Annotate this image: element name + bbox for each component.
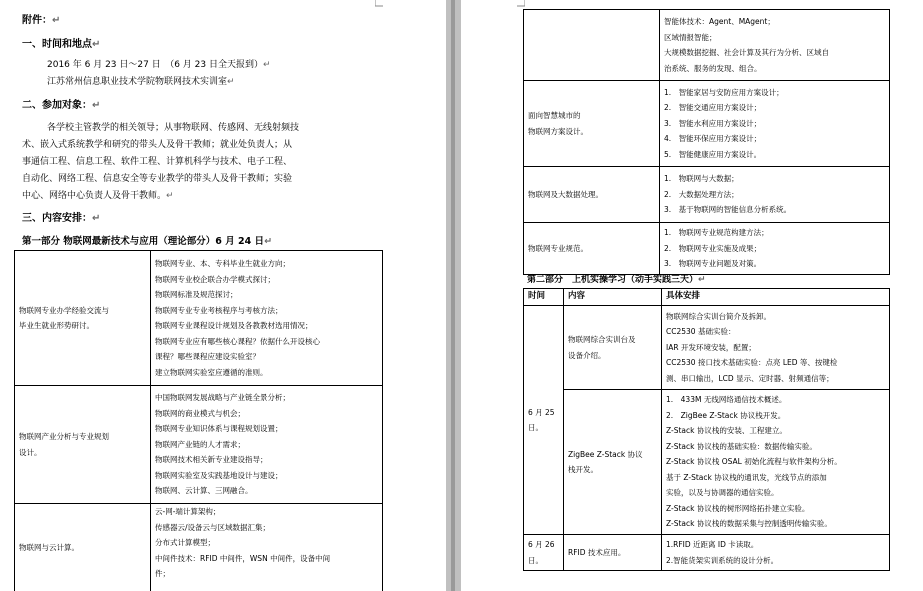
date-cell: 6 月 25 日。 [524, 306, 564, 535]
document-page-right [461, 0, 923, 591]
topic-cell: 物联网与云计算。 [15, 504, 151, 591]
section-2-line: 中心、网络中心负责人及骨干教师。↵ [22, 191, 174, 201]
theory-schedule-table [14, 250, 383, 591]
section-1-time: 2016 年 6 月 23 日～27 日 （6 月 23 日全天报到）↵ [47, 60, 271, 70]
topic-cell: 物联网专业办学经验交流与 毕业生就业形势研讨。 [15, 251, 151, 386]
items-cell: 1. 物联网专业规范构建方法； 2. 物联网专业实施及成果； 3. 物联网专业问题及对策。 [660, 223, 890, 275]
header-arrangement: 具体安排 [662, 289, 890, 306]
content-cell: 物联网综合实训台及 设备介绍。 [564, 306, 662, 390]
arrangement-cell: 1. 433M 无线网络通信技术概述。 2. ZigBee Z-Stack 协议栈开发。 Z-Stack 协议栈的安装、工程建立。 Z-Stack 协议栈的基础实验：数据传输实验。 Z-Stack 协议栈 OSAL 初始化流程与软件架构分析。 基于 Z-Stack 协议栈的通讯发，光线节点的添加 实验，以及与协调器的通信实验。 Z-Stack 协议栈的树形网络拓扑建立实验。 Z-Stack 协议栈的数据采集与控制透明传输实验。 [662, 390, 890, 535]
section-2-title: 二、参加对象：↵ [22, 100, 101, 111]
part-1-title: 第一部分 物联网最新技术与应用（理论部分）6 月 24 日↵ [22, 236, 273, 247]
topic-cell: 物联网及大数据处理。 [524, 167, 660, 223]
table-row [524, 390, 890, 535]
section-2-line: 事通信工程、信息工程、软件工程、计算机科学与技术、电子工程、 [22, 157, 293, 167]
table-row [524, 81, 890, 167]
table-header-row [524, 289, 890, 306]
practice-schedule-table [523, 288, 890, 571]
theory-schedule-table-continued [523, 9, 890, 275]
page-gap [446, 0, 461, 591]
content-cell: ZigBee Z-Stack 协议 栈开发。 [564, 390, 662, 535]
table-row [524, 535, 890, 571]
topic-cell: 面向智慧城市的 物联网方案设计。 [524, 81, 660, 167]
items-cell: 云-网-端计算架构； 传感器云/设备云与区域数据汇集； 分布式计算模型； 中间件技术：RFID 中间件，WSN 中间件，设备中间 件； [151, 504, 383, 591]
arrangement-cell: 1.RFID 近距离 ID 卡读取。 2.智能货架实训系统的设计分析。 [662, 535, 890, 571]
header-content: 内容 [564, 289, 662, 306]
section-2-line: 术、嵌入式系统教学和研究的带头人及骨干教师；就业处负责人；从 [22, 140, 293, 150]
table-row [15, 386, 383, 504]
table-row [524, 306, 890, 390]
document-page-left [0, 0, 446, 591]
topic-cell: 物联网专业规范。 [524, 223, 660, 275]
table-row [15, 504, 383, 591]
items-cell: 1. 智能家居与安防应用方案设计； 2. 智能交通应用方案设计； 3. 智能水利应用方案设计； 4. 智能环保应用方案设计； 5. 智能健康应用方案设计。 [660, 81, 890, 167]
table-row [524, 10, 890, 81]
section-1-title: 一、时间和地点↵ [22, 39, 101, 50]
topic-cell: 物联网产业分析与专业规划 设计。 [15, 386, 151, 504]
table-row [524, 167, 890, 223]
items-cell: 1. 物联网与大数据； 2. 大数据处理方法； 3. 基于物联网的智能信息分析系统。 [660, 167, 890, 223]
part-2-title: 第二部分 上机实操学习（动手实践三天）↵ [527, 275, 706, 285]
appendix-heading: 附件：↵ [22, 15, 61, 26]
table-row [15, 251, 383, 386]
section-2-line: 各学校主管教学的相关领导；从事物联网、传感网、无线射频技 [47, 123, 300, 133]
arrangement-cell: 物联网综合实训台简介及拆卸。 CC2530 基础实验： IAR 开发环境安装，配置； CC2530 接口技术基础实验：点亮 LED 等、按键检 测、串口输出，LCD 显示、定时器、射频通信等； [662, 306, 890, 390]
section-1-place: 江苏常州信息职业技术学院物联网技术实训室↵ [47, 77, 235, 87]
date-cell: 6 月 26 日。 [524, 535, 564, 571]
table-row [524, 223, 890, 275]
items-cell: 物联网专业、本、专科毕业生就业方向； 物联网专业校企联合办学模式探讨； 物联网标准及规范探讨； 物联网专业专业考核程序与考核方法； 物联网专业课程设计规划及各教教材选用情况； 物联网专业应有哪些核心课程？依据什么开设核心 课程？哪些课程应建设实验室？ 建立物联网实验室应遵循的准则。 [151, 251, 383, 386]
section-3-title: 三、内容安排：↵ [22, 213, 101, 224]
content-cell: RFID 技术应用。 [564, 535, 662, 571]
topic-cell [524, 10, 660, 81]
section-2-line: 自动化、网络工程、信息安全等专业教学的带头人及骨干教师；实验 [22, 174, 293, 184]
header-time: 时间 [524, 289, 564, 306]
page-corner-mark [375, 0, 383, 8]
items-cell: 智能体技术：Agent、MAgent； 区域情报智能； 大规模数据挖掘、社会计算及其行为分析、区域自 治系统、服务的发现、组合。 [660, 10, 890, 81]
page-corner-mark [517, 0, 525, 8]
items-cell: 中国物联网发展战略与产业链全景分析； 物联网的商业模式与机会； 物联网专业知识体系与课程规划设置； 物联网产业链的人才需求； 物联网技术相关新专业建设指导； 物联网实验室及实践基地设计与建设； 物联网、云计算、三网融合。 [151, 386, 383, 504]
